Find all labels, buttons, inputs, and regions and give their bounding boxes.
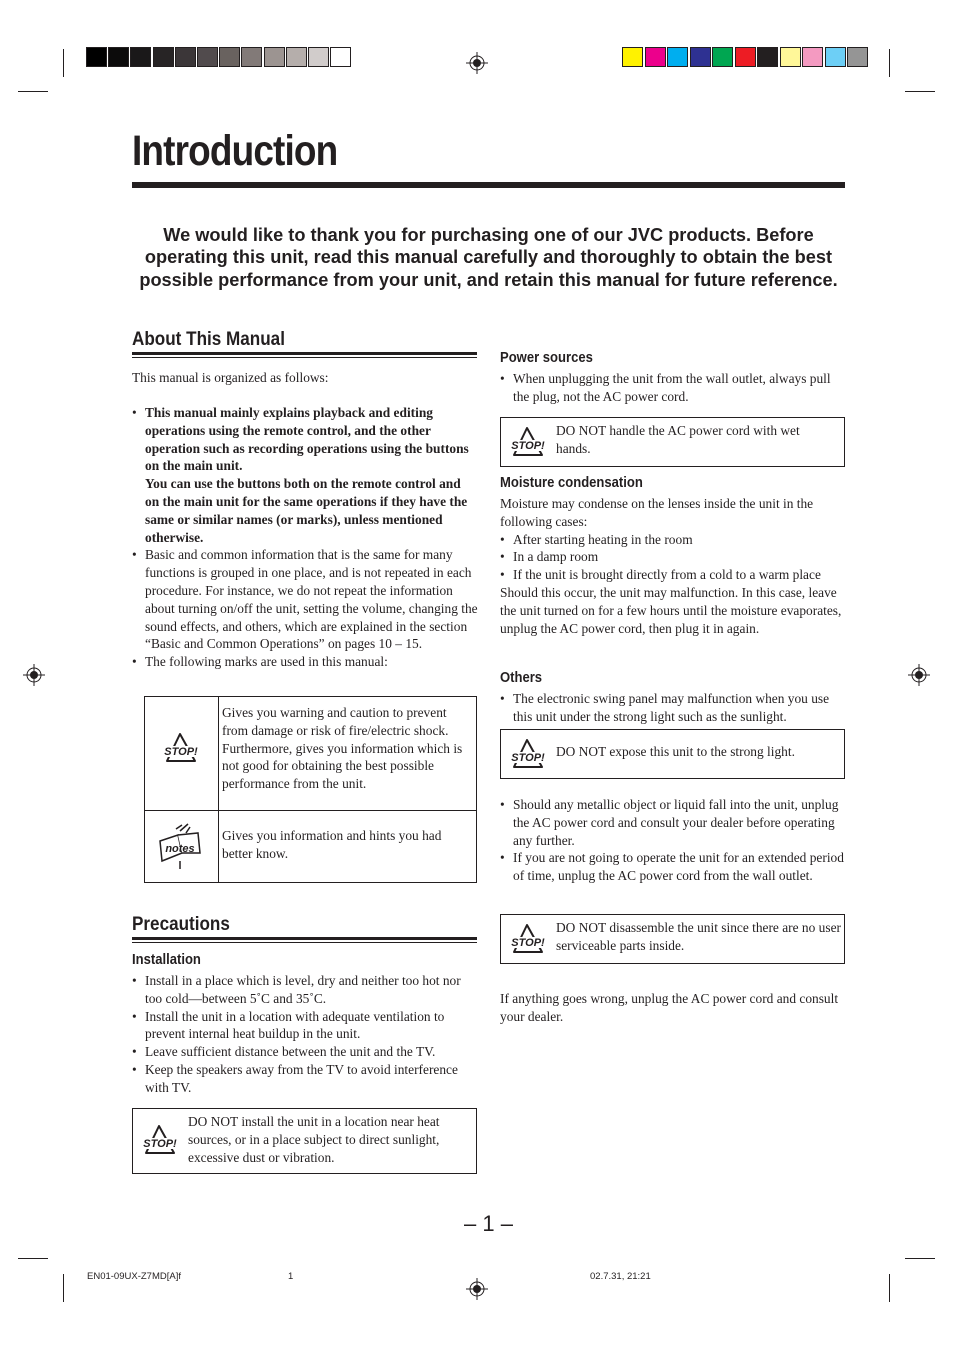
color-swatch xyxy=(757,47,778,67)
list-item: • Leave sufficient distance between the unit and the TV. xyxy=(132,1043,477,1061)
warning-box xyxy=(500,914,845,964)
list-item: • When unplugging the unit from the wall outlet, always pull the plug, not the AC power cord. xyxy=(500,370,845,406)
list-item: • Install the unit in a location with adequate ventilation to prevent internal heat buildup in the unit. xyxy=(132,1008,477,1044)
color-swatch xyxy=(330,47,351,67)
notes-icon xyxy=(156,823,206,871)
color-swatch xyxy=(286,47,307,67)
about-bullet1-part1: • This manual mainly explains playback and editing operations using the remote control, and the other operation such as recording operations using the buttons on the main unit. xyxy=(145,405,469,474)
registration-mark-icon xyxy=(466,52,488,74)
color-swatch xyxy=(308,47,329,67)
stop-icon xyxy=(508,922,548,956)
list-item: • In a damp room xyxy=(500,548,846,566)
footer-timestamp: 02.7.31, 21:21 xyxy=(590,1271,651,1282)
list-item: • After starting heating in the room xyxy=(500,531,846,549)
list-item: • Should any metallic object or liquid fall into the unit, unplug the AC power cord and consult your dealer before operating any further. xyxy=(500,796,846,849)
stop-icon-label: STOP! xyxy=(143,1138,177,1150)
list-item: • If the unit is brought directly from a cold to a warm place xyxy=(500,566,846,584)
page-number: – 1 – xyxy=(464,1211,513,1236)
color-swatch xyxy=(780,47,801,67)
list-item: • Install in a place which is level, dry and neither too hot nor too cold—between 5˚C and 35˚C. xyxy=(132,972,477,1008)
list-item: • The following marks are used in this manual: xyxy=(132,653,478,671)
stop-icon xyxy=(140,1123,180,1157)
stop-icon xyxy=(508,425,548,459)
color-swatch xyxy=(175,47,196,67)
installation-heading: Installation xyxy=(132,952,201,968)
color-swatch xyxy=(153,47,174,67)
color-swatch xyxy=(802,47,823,67)
mark-stop-text: Gives you warning and caution to prevent from damage or risk of fire/electric shock. Furthermore, gives you information which is not good for obtaining the best possible performance from the unit. xyxy=(222,705,463,792)
color-swatch xyxy=(86,47,107,67)
registration-mark-icon xyxy=(466,1278,488,1300)
color-swatch xyxy=(847,47,868,67)
title-rule xyxy=(132,182,845,188)
moisture-heading: Moisture condensation xyxy=(500,475,643,491)
color-swatch xyxy=(108,47,129,67)
precautions-heading: Precautions xyxy=(132,914,230,935)
stop-icon xyxy=(508,737,548,771)
installation-warning: DO NOT install the unit in a location near heat sources, or in a place subject to direct sunlight, excessive dust or vibration. xyxy=(188,1114,440,1165)
stop-icon-label: STOP! xyxy=(511,752,545,764)
about-heading: About This Manual xyxy=(132,329,285,350)
others-list xyxy=(500,690,845,726)
color-swatch xyxy=(667,47,688,67)
color-swatch xyxy=(219,47,240,67)
color-swatch xyxy=(622,47,643,67)
mark-notes-text: Gives you information and hints you had better know. xyxy=(222,828,442,861)
intro-text: We would like to thank you for purchasing one of our JVC products. Before operating this unit, read this manual carefully and thoroughly to obtain the best possible performance from your unit, and retain this manual for future reference. xyxy=(139,225,838,290)
warning-box xyxy=(500,729,845,779)
warning-box xyxy=(132,1108,477,1174)
stop-icon-label: STOP! xyxy=(164,746,198,758)
color-swatch xyxy=(241,47,262,67)
color-swatch xyxy=(130,47,151,67)
installation-list xyxy=(132,972,477,1097)
list-item: • Keep the speakers away from the TV to avoid interference with TV. xyxy=(132,1061,477,1097)
color-swatch xyxy=(735,47,756,67)
marks-table xyxy=(144,696,477,883)
power-sources-heading: Power sources xyxy=(500,350,593,366)
power-warning: DO NOT handle the AC power cord with wet hands. xyxy=(556,423,800,456)
moisture-lead: Moisture may condense on the lenses inside the unit in the following cases: xyxy=(500,496,814,529)
footer-page: 1 xyxy=(288,1271,294,1282)
list-item: • Basic and common information that is the same for many functions is grouped in one place, and is not repeated in each procedure. For instance, we do not repeat the information about turning on/off the unit, setting the volume, changing the sound effects, and others, which are explained in the section “Basic and Common Operations” on pages 10 – 15. xyxy=(132,546,478,653)
about-lead: This manual is organized as follows: xyxy=(132,370,329,385)
about-list xyxy=(132,404,478,671)
list-item xyxy=(132,404,478,546)
section-rule xyxy=(132,352,477,355)
moisture-after: Should this occur, the unit may malfunction. In this case, leave the unit turned on for a few hours until the moisture evaporates, unplug the AC power cord, then plug it in again. xyxy=(500,584,842,636)
section-rule xyxy=(132,937,477,940)
closing-text: If anything goes wrong, unplug the AC power cord and consult your dealer. xyxy=(500,991,839,1024)
notes-icon-label: notes xyxy=(165,843,195,855)
stop-icon-label: STOP! xyxy=(511,937,545,949)
stop-icon-label: STOP! xyxy=(511,440,545,452)
color-swatch xyxy=(197,47,218,67)
color-swatch xyxy=(264,47,285,67)
footer-file: EN01-09UX-Z7MD[A]f xyxy=(87,1271,181,1282)
registration-mark-icon xyxy=(908,664,930,686)
page-title: Introduction xyxy=(132,127,338,175)
power-list xyxy=(500,370,845,406)
list-item: • The electronic swing panel may malfunction when you use this unit under the strong light such as the sunlight. xyxy=(500,690,845,726)
others-list-2 xyxy=(500,796,846,885)
about-bullet1-part2: You can use the buttons both on the remote control and on the main unit for the same operations if they have the same or similar names (or marks), unless mentioned otherwise. xyxy=(145,476,468,545)
list-item: • If you are not going to operate the unit for an extended period of time, unplug the AC power cord from the wall outlet. xyxy=(500,849,846,885)
color-swatch xyxy=(645,47,666,67)
others-warning-light: DO NOT expose this unit to the strong light. xyxy=(556,744,795,759)
warning-box xyxy=(500,417,845,467)
others-heading: Others xyxy=(500,670,543,686)
registration-mark-icon xyxy=(23,664,45,686)
stop-icon xyxy=(161,731,201,765)
color-swatch xyxy=(825,47,846,67)
moisture-section xyxy=(500,495,846,637)
color-swatch xyxy=(690,47,711,67)
others-warning-disassemble: DO NOT disassemble the unit since there are no user serviceable parts inside. xyxy=(556,920,841,953)
moisture-list xyxy=(500,531,846,584)
color-swatch xyxy=(712,47,733,67)
